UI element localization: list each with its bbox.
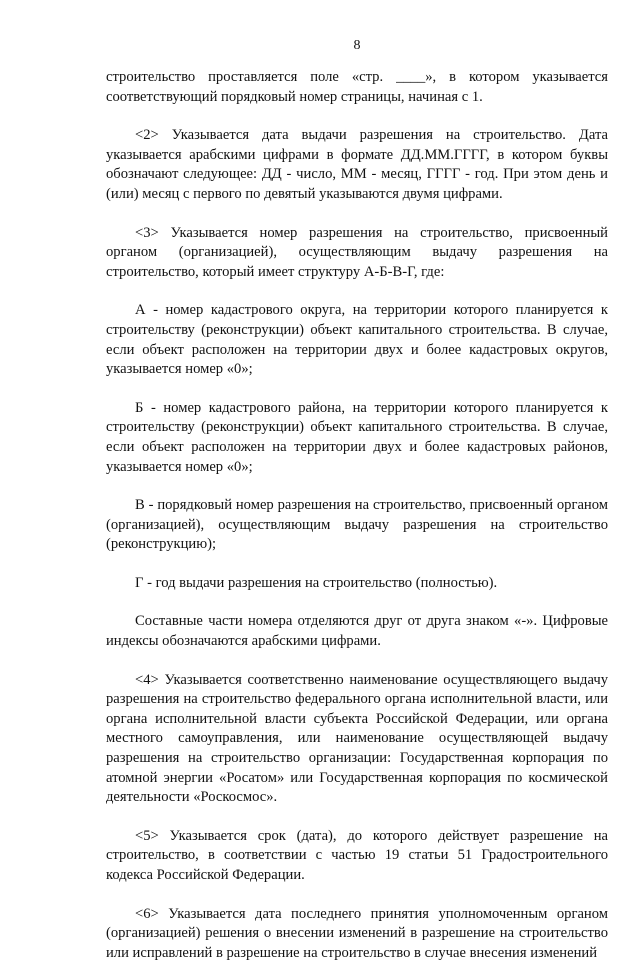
footnote-2: <2> Указывается дата выдачи разрешения на строительство. Дата указывается арабскими цифрами в формате ДД.ММ.ГГГГ, в котором буквы обозначают следующее: ДД - число, ММ - месяц, ГГГГ - год. При этом день и (или) месяц с первого по девятый указываются двумя цифрами. [106, 127, 608, 202]
separator-note: Составные части номера отделяются друг от друга знаком «-». Цифровые индексы обозначаются арабскими цифрами. [106, 613, 608, 650]
footnote-3: <3> Указывается номер разрешения на строительство, присвоенный органом (организацией), осуществляющим выдачу разрешения на строительство, который имеет структуру А-Б-В-Г, где: [106, 224, 608, 280]
page-number: 8 [353, 38, 361, 53]
footnote-6: <6> Указывается дата последнего принятия уполномоченным органом (организацией) решения о внесении изменений в разрешение на строительство или исправлений в разрешение на строительство в случае внесения изменений [106, 905, 608, 961]
paragraph-continuation: строительство проставляется поле «стр. ____», в котором указывается соответствующий порядковый номер страницы, начиная с 1. [106, 69, 608, 105]
item-v: В - порядковый номер разрешения на строительство, присвоенный органом (организацией), осуществляющим выдачу разрешения на строительство (реконструкцию); [106, 497, 608, 553]
item-b: Б - номер кадастрового района, на территории которого планируется к строительству (реконструкции) объект капитального строительства. В случае, если объект расположен на территории двух и более кадастровых районов, указывается номер «0»; [106, 399, 608, 475]
item-g: Г - год выдачи разрешения на строительство (полностью). [135, 574, 498, 591]
footnote-4: <4> Указывается соответственно наименование осуществляющего выдачу разрешения на строительство федерального органа исполнительной власти, или органа исполнительной власти субъекта Российской Федерации, или органа местного самоуправления, или наименование осуществляющей выдачу разрешения на строительство организации: Государственная корпорация по атомной энергии «Росатом» или Государственная корпорация по космической деятельности «Роскосмос». [106, 671, 608, 806]
item-a: А - номер кадастрового округа, на территории которого планируется к строительству (реконструкции) объект капитального строительства. В случае, если объект расположен на территории двух и более кадастровых округов, указывается номер «0»; [106, 302, 608, 378]
footnote-5: <5> Указывается срок (дата), до которого действует разрешение на строительство, в соответствии с частью 19 статьи 51 Градостроительного кодекса Российской Федерации. [106, 827, 608, 883]
